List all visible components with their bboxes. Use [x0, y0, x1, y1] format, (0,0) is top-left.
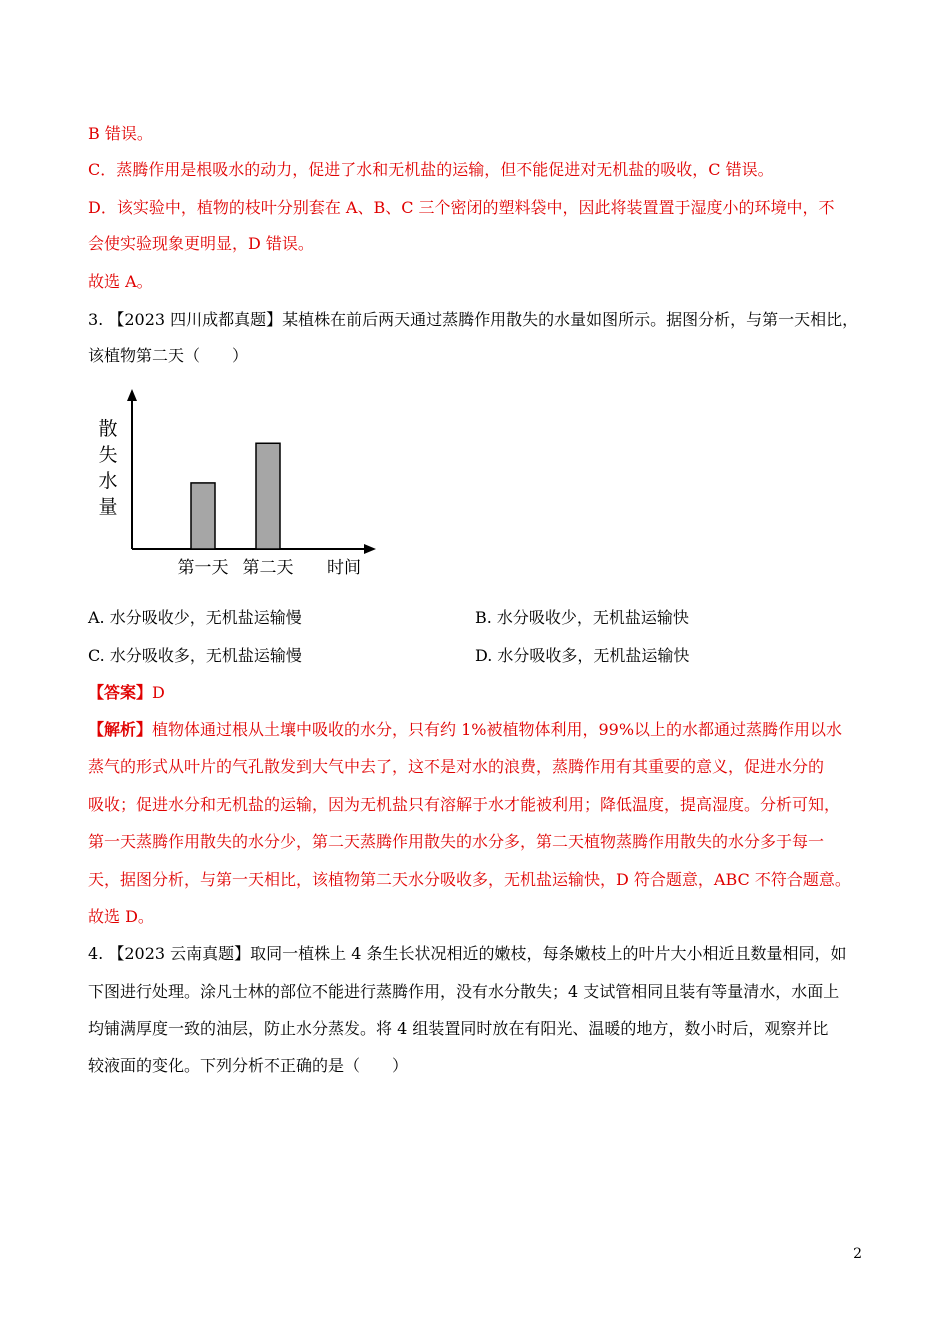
- y-label-char-4: 量: [98, 496, 118, 518]
- continuation-line-d2: 会使实验现象更明显，D 错误。: [88, 234, 314, 253]
- y-label-char-1: 散: [98, 418, 118, 440]
- continuation-conclusion: 故选 A。: [88, 272, 153, 291]
- bar-1: [191, 483, 215, 549]
- q3-analysis-line1: [88, 720, 842, 740]
- x-tick-label-1: 第一天: [177, 558, 229, 578]
- q3-analysis-line5: 天，据图分析，与第一天相比，该植物第二天水分吸收多，无机盐运输快，D 符合题意，ABC 不符合题意。: [88, 870, 851, 889]
- continuation-line-d1: D．该实验中，植物的枝叶分别套在 A、B、C 三个密闭的塑料袋中，因此将装置置于湿度小的环境中，不: [88, 198, 835, 217]
- y-axis-arrow: [127, 389, 137, 401]
- q3-option-d[interactable]: D. 水分吸收多，无机盐运输快: [475, 646, 690, 665]
- q3-analysis-line2: 蒸气的形式从叶片的气孔散发到大气中去了，这不是对水的浪费，蒸腾作用有其重要的意义，促进水分的: [88, 757, 825, 776]
- q3-option-c[interactable]: C. 水分吸收多，无机盐运输慢: [88, 646, 302, 665]
- q3-option-a[interactable]: A. 水分吸收少，无机盐运输慢: [88, 608, 302, 627]
- answer-value: D: [152, 683, 165, 702]
- transpiration-bar-chart: [90, 385, 390, 585]
- q3-analysis-line4: 第一天蒸腾作用散失的水分少，第二天蒸腾作用散失的水分多，第二天植物蒸腾作用散失的水分多于每一: [88, 832, 825, 851]
- q4-stem-line2: 下图进行处理。涂凡士林的部位不能进行蒸腾作用，没有水分散失；4 支试管相同且装有等量清水，水面上: [88, 982, 840, 1001]
- x-axis-arrow: [364, 544, 376, 554]
- x-tick-label-2: 第二天: [242, 558, 294, 578]
- analysis-label: 【解析】: [88, 720, 153, 739]
- bar-2: [256, 443, 280, 549]
- continuation-line-c: C．蒸腾作用是根吸水的动力，促进了水和无机盐的运输，但不能促进对无机盐的吸收，C 错误。: [88, 160, 774, 179]
- q3-analysis-conclusion: 故选 D。: [88, 907, 154, 926]
- q4-stem-line4: 较液面的变化。下列分析不正确的是（ ）: [88, 1056, 409, 1075]
- y-axis-label: [98, 418, 117, 518]
- page-number: 2: [853, 1246, 862, 1262]
- analysis-text-1: 植物体通过根从土壤中吸收的水分，只有约 1%被植物体利用，99%以上的水都通过蒸腾作用以水: [152, 720, 843, 739]
- q4-stem-line3: 均铺满厚度一致的油层，防止水分蒸发。将 4 组装置同时放在有阳光、温暖的地方，数小时后，观察并比: [88, 1019, 829, 1038]
- q3-option-b[interactable]: B. 水分吸收少，无机盐运输快: [475, 608, 689, 627]
- q4-stem-line1: 4. 【2023 云南真题】取同一植株上 4 条生长状况相近的嫩枝，每条嫩枝上的叶片大小相近且数量相同，如: [88, 944, 847, 963]
- x-axis-label: 时间: [327, 558, 361, 578]
- y-label-char-3: 水: [98, 470, 118, 492]
- continuation-line-b: B 错误。: [88, 124, 153, 143]
- q3-stem-line1: 3. 【2023 四川成都真题】某植株在前后两天通过蒸腾作用散失的水量如图所示。据图分析，与第一天相比，: [88, 310, 859, 329]
- q3-answer: [88, 683, 165, 703]
- q3-analysis-line3: 吸收；促进水分和无机盐的运输，因为无机盐只有溶解于水才能被利用；降低温度，提高湿度。分析可知，: [88, 795, 841, 814]
- y-label-char-2: 失: [98, 444, 118, 466]
- answer-label: 【答案】: [88, 683, 153, 702]
- q3-stem-line2: 该植物第二天（ ）: [88, 346, 249, 365]
